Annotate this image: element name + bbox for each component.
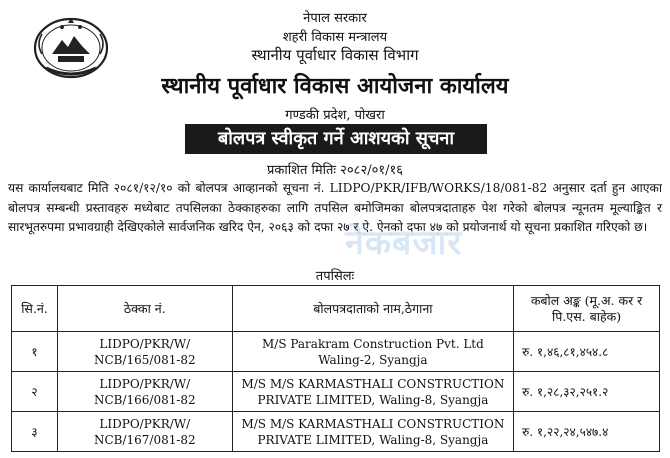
table-row [12,332,660,372]
bidder-name: M/S M/S KARMASTHALI CONSTRUCTION [241,416,505,431]
bidder-name: M/S M/S KARMASTHALI CONSTRUCTION [241,376,505,391]
watermark: नेकबजार [345,223,463,263]
office-name: स्थानीय पूर्वाधार विकास आयोजना कार्यालय [161,73,509,99]
ministry-name: शहरी विकास मन्त्रालय [282,30,388,45]
accepted-bids-table [11,285,660,452]
bidder-cell [232,332,513,372]
notice-body: यस कार्यालयबाट मिति २०८१/१२/१० को बोलपत्र आव्हानको सूचना नं. LIDPO/PKR/IFB/WORKS/18/081-82 अनुसार दर्ता हुन आएका बोलपत्र सम्बन्धी प्रस्तावहरु मध्येबाट तपसिलका ठेक्काहरुका लागि तपसिल बमोजिमका बोलपत्रदाताहरु पेश गरेको बोलपत्र न्यूनतम मूल्याङ्कित र सारभूतरुपमा प्रभावग्राही देखिएकोले सार्वजनिक खरिद ऐन, २०६३ को दफा २७ र ऐ. ऐनको दफा ४७ को प्रयोजनार्थ यो सूचना प्रकाशित गरिएको छ। [8,181,662,234]
bidder-cell [232,412,513,452]
header-contract-number: ठेक्का नं. [57,286,232,332]
contract-number-line: NCB/167/081-82 [93,432,196,447]
contract-number-line: LIDPO/PKR/W/ [99,376,191,391]
government-name: नेपाल सरकार [303,11,367,26]
bid-amount-cell: रु. १,२८,३२,२५१.२ [514,372,660,412]
bidder-address: Waling-2, Syangja [318,352,428,367]
bid-amount-cell: रु. १,४६,८१,४५४.८ [514,332,660,372]
details-label: तपसिलः [315,269,355,284]
notice-title: बोलपत्र स्वीकृत गर्ने आशयको सूचना [185,124,487,154]
bid-amount-cell: रु. १,२२,२४,५४७.४ [514,412,660,452]
table-row [12,372,660,412]
contract-number-line: LIDPO/PKR/W/ [99,336,191,351]
contract-number-line: NCB/166/081-82 [93,392,196,407]
office-location: गण्डकी प्रदेश, पोखरा [285,108,385,123]
contract-number-line: NCB/165/081-82 [93,352,196,367]
published-date: प्रकाशित मितिः २०८२/०१/१६ [266,163,403,178]
serial-number-cell: ३ [12,412,58,452]
table-row [12,412,660,452]
contract-number-cell [57,412,232,452]
contract-number-cell [57,332,232,372]
header-serial-number: सि.नं. [12,286,58,332]
contract-number-line: LIDPO/PKR/W/ [99,416,191,431]
header-bid-amount: कबोल अङ्क (मू.अ. कर र पि.एस. बाहेक) [514,286,660,332]
contract-number-cell [57,372,232,412]
department-name: स्थानीय पूर्वाधार विकास विभाग [251,46,419,64]
table-header-row [12,286,660,332]
bidder-address: PRIVATE LIMITED, Waling-8, Syangja [257,432,489,447]
bidder-cell [232,372,513,412]
bidder-address: PRIVATE LIMITED, Waling-8, Syangja [257,392,489,407]
serial-number-cell: १ [12,332,58,372]
header-bidder: बोलपत्रदाताको नाम,ठेगाना [232,286,513,332]
serial-number-cell: २ [12,372,58,412]
bidder-name: M/S Parakram Construction Pvt. Ltd [262,336,484,351]
